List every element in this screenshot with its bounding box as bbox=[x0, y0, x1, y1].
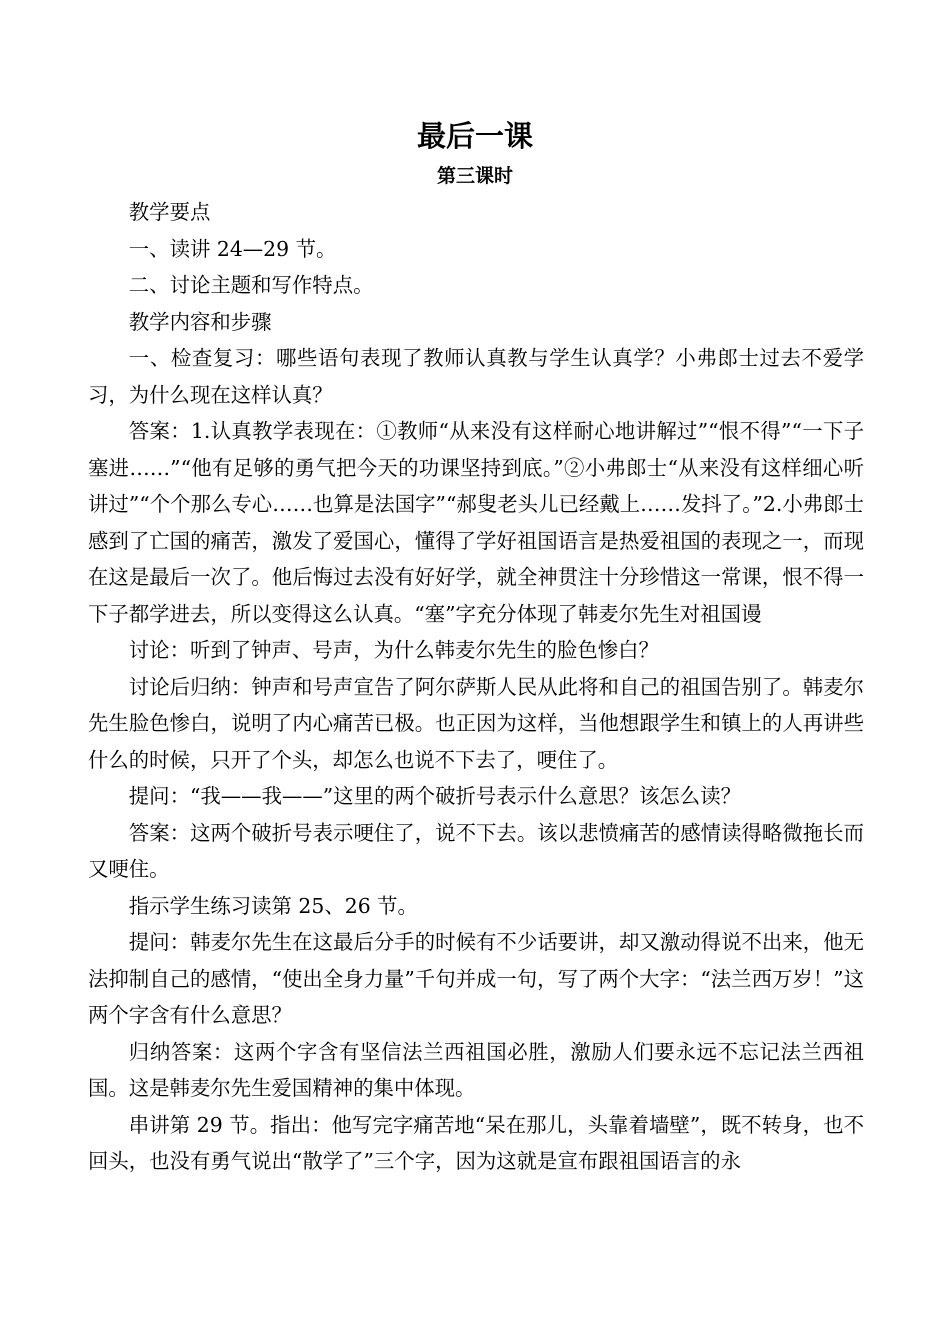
paragraph-slogan-question: 提问：韩麦尔先生在这最后分手的时候有不少话要讲，却又激动得说不出来，他无法抑制自己的感情，“使出全身力量”千句并成一句，写了两个大字：“法兰西万岁！”这两个字含有什么意思？ bbox=[88, 930, 864, 1027]
document-subtitle: 第三课时 bbox=[436, 165, 513, 187]
paragraph-slogan-answer: 归纳答案：这两个字含有坚信法兰西祖国必胜，激励人们要永远不忘记法兰西祖国。这是韩麦尔先生爱国精神的集中体现。 bbox=[88, 1039, 864, 1100]
document-body bbox=[88, 194, 864, 1180]
document-title: 最后一课 bbox=[416, 119, 533, 153]
section-heading-content-steps: 教学内容和步骤 bbox=[128, 309, 272, 334]
paragraph-reading-practice: 指示学生练习读第 25、26 节。 bbox=[128, 893, 418, 918]
paragraph-discussion-summary: 讨论后归纳：钟声和号声宣告了阿尔萨斯人民从此将和自己的祖国告别了。韩麦尔先生脸色惨白，说明了内心痛苦已极。也正因为这样，当他想跟学生和镇上的人再讲些什么的时候，只开了个头，却怎么也说不下去了，哽住了。 bbox=[88, 674, 864, 772]
paragraph-dash-answer: 答案：这两个破折号表示哽住了，说不下去。该以悲愤痛苦的感情读得略微拖长而又哽住。 bbox=[88, 820, 864, 881]
paragraph-review-answer: 答案：1.认真教学表现在：①教师“从来没有这样耐心地讲解过”“恨不得”“一下子塞进……”“他有足够的勇气把今天的功课坚持到底。”②小弗郎士“从来没有这样细心听讲过”“个个那么专心……也算是法国字”“郝叟老头儿已经戴上……发抖了。”2.小弗郎士感到了亡国的痛苦，激发了爱国心，懂得了学好祖国语言是热爱祖国的表现之一，而现在这是最后一次了。他后悔过去没有好好学，就全神贯注十分珍惜这一常课，恨不得一下子都学进去，所以变得这么认真。“塞”字充分体现了韩麦尔先生对祖国谩 bbox=[88, 419, 864, 626]
teaching-point-1: 一、读讲 24—29 节。 bbox=[128, 236, 337, 261]
paragraph-section-29: 串讲第 29 节。指出：他写完字痛苦地“呆在那儿，头靠着墙壁”，既不转身，也不回头，也没有勇气说出“散学了”三个字，因为这就是宣布跟祖国语言的永 bbox=[88, 1112, 864, 1173]
teaching-point-2: 二、讨论主题和写作特点。 bbox=[128, 273, 374, 297]
section-heading-teaching-points: 教学要点 bbox=[128, 200, 211, 224]
paragraph-dash-question: 提问：“我——我——”这里的两个破折号表示什么意思？该怎么读？ bbox=[128, 784, 741, 808]
paragraph-discussion-question: 讨论：听到了钟声、号声，为什么韩麦尔先生的脸色惨白？ bbox=[128, 638, 659, 662]
paragraph-review-question: 一、检查复习：哪些语句表现了教师认真教与学生认真学？小弗郎士过去不爱学习，为什么现在这样认真？ bbox=[88, 346, 864, 407]
